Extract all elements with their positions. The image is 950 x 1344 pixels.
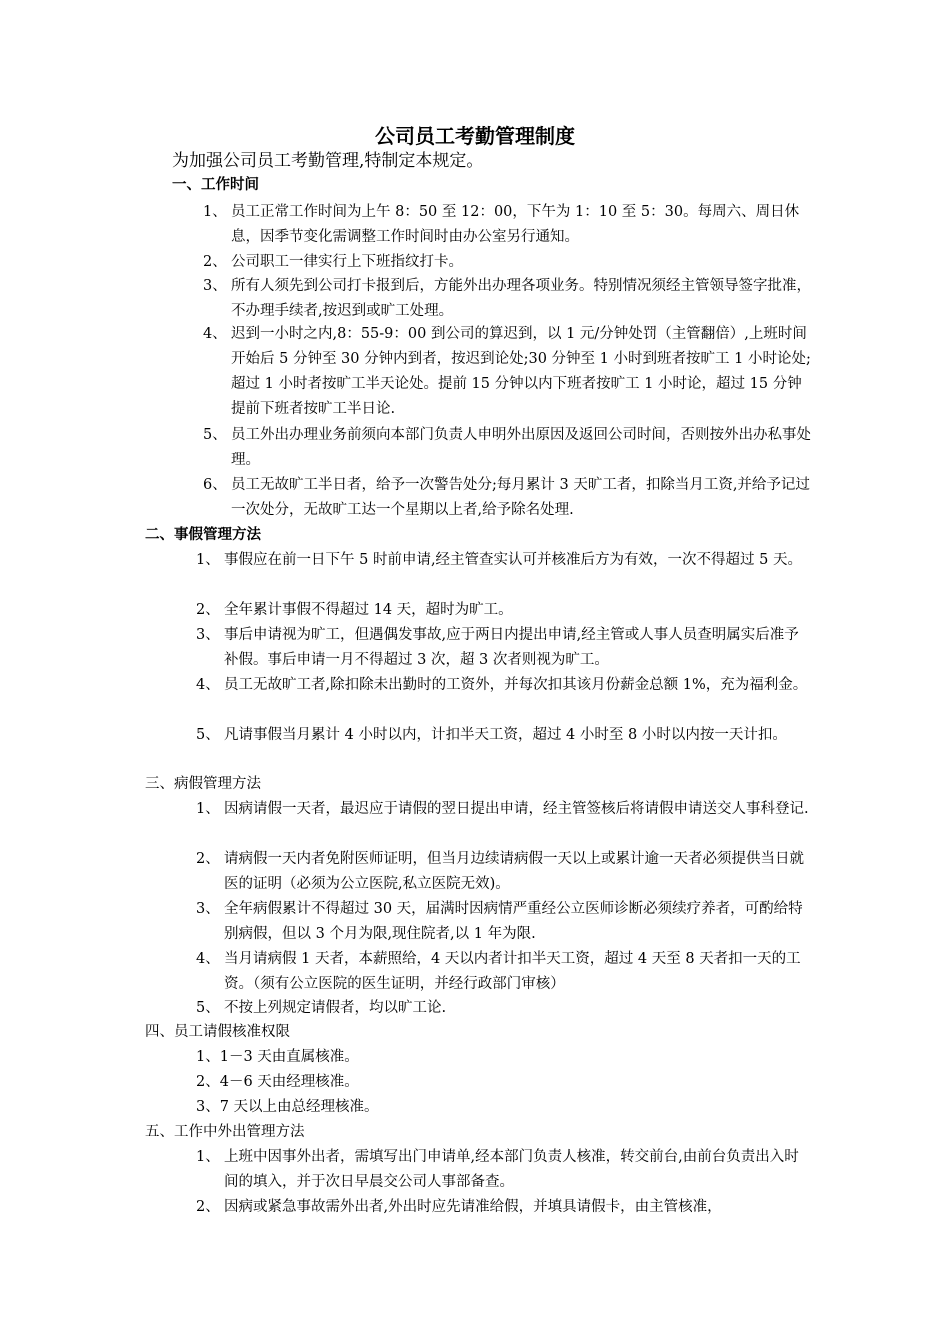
list-item-number: 2、 [196, 851, 220, 867]
list-item-text: 因病请假一天者，最迟应于请假的翌日提出申请，经主管签核后将请假申请送交人事科登记. [224, 801, 809, 817]
list-item: 3、7 天以上由总经理核准。 [196, 1099, 379, 1115]
list-item-number: 3、 [196, 627, 220, 643]
section-heading-personal-leave: 二、事假管理方法 [145, 527, 261, 543]
list-item-text: 上班中因事外出者，需填写出门申请单,经本部门负责人核准，转交前台,由前台负责出入时间的填入，并于次日早晨交公司人事部备查。 [224, 1149, 799, 1190]
list-item-text: 凡请事假当月累计 4 小时以内，计扣半天工资，超过 4 小时至 8 小时以内按一天计扣。 [224, 727, 787, 743]
list-item-text: 公司职工一律实行上下班指纹打卡。 [231, 254, 463, 270]
list-item-text: 所有人须先到公司打卡报到后，方能外出办理各项业务。特别情况须经主管领导签字批准，不办理手续者,按迟到或旷工处理。 [231, 278, 811, 319]
list-item-number: 2、 [203, 254, 227, 270]
list-item-text: 请病假一天内者免附医师证明，但当月边续请病假一天以上或累计逾一天者必须提供当日就医的证明（必须为公立医院,私立医院无效)。 [224, 851, 804, 892]
list-item-text: 全年累计事假不得超过 14 天，超时为旷工。 [224, 602, 513, 618]
list-item-text: 全年病假累计不得超过 30 天，届满时因病情严重经公立医师诊断必须续疗养者，可酌给特别病假，但以 3 个月为限,现住院者,以 1 年为限. [224, 901, 803, 942]
list-item-text: 不按上列规定请假者，均以旷工论. [224, 1000, 447, 1016]
list-item-number: 2、 [196, 602, 220, 618]
document-title: 公司员工考勤管理制度 [375, 124, 575, 148]
list-item-text: 员工无故旷工者,除扣除未出勤时的工资外，并每次扣其该月份薪金总额 1%，充为福利金。 [224, 677, 808, 693]
list-item-number: 3、 [196, 901, 220, 917]
list-item-number: 3、 [203, 278, 227, 294]
list-item-number: 6、 [203, 477, 227, 493]
list-item-number: 1、 [196, 1149, 220, 1165]
section-heading-work-hours: 一、工作时间 [172, 177, 259, 193]
list-item-number: 4、 [203, 326, 227, 342]
list-item-number: 4、 [196, 677, 220, 693]
list-item-number: 5、 [203, 427, 227, 443]
list-item-text: 当月请病假 1 天者，本薪照给，4 天以内者计扣半天工资，超过 4 天至 8 天者扣一天的工资。（须有公立医院的医生证明，并经行政部门审核） [224, 951, 801, 992]
list-item-number: 1、 [203, 204, 227, 220]
list-item-text: 事假应在前一日下午 5 时前申请,经主管查实认可并核准后方为有效，一次不得超过 5 天。 [224, 552, 802, 568]
list-item: 1、1－3 天由直属核准。 [196, 1049, 359, 1065]
intro-paragraph: 为加强公司员工考勤管理,特制定本规定。 [172, 151, 484, 171]
list-item-number: 5、 [196, 1000, 220, 1016]
list-item-text: 事后申请视为旷工，但遇偶发事故,应于两日内提出申请,经主管或人事人员查明属实后准予补假。事后申请一月不得超过 3 次，超 3 次者则视为旷工。 [224, 627, 799, 668]
list-item-number: 4、 [196, 951, 220, 967]
list-item-text: 员工无故旷工半日者，给予一次警告处分;每月累计 3 天旷工者，扣除当月工资,并给予记过一次处分，无故旷工达一个星期以上者,给予除名处理. [231, 477, 810, 518]
list-item-number: 2、 [196, 1199, 220, 1215]
section-heading-sick-leave: 三、病假管理方法 [145, 776, 261, 792]
list-item-text: 迟到一小时之内,8：55-9：00 到公司的算迟到，以 1 元/分钟处罚（主管翻倍）,上班时间开始后 5 分钟至 30 分钟内到者，按迟到论处;30 分钟至 1 小时到班者按旷工 1 小时论处;超过 1 小时者按旷工半天论处。提前 15 分钟以内下班者按旷工 1 小时论，超过 15 分钟提前下班者按旷工半日论. [231, 326, 811, 417]
list-item-text: 员工正常工作时间为上午 8：50 至 12：00，下午为 1：10 至 5：30。每周六、周日休息，因季节变化需调整工作时间时由办公室另行通知。 [231, 204, 800, 245]
list-item-number: 5、 [196, 727, 220, 743]
list-item: 2、4－6 天由经理核准。 [196, 1074, 359, 1090]
list-item-text: 员工外出办理业务前须向本部门负责人申明外出原因及返回公司时间，否则按外出办私事处理。 [231, 427, 811, 468]
list-item-text: 因病或紧急事故需外出者,外出时应先请准给假，并填具请假卡，由主管核准， [224, 1199, 722, 1215]
section-heading-approval-authority: 四、员工请假核准权限 [145, 1024, 290, 1040]
section-heading-going-out: 五、工作中外出管理方法 [145, 1124, 305, 1140]
list-item-number: 1、 [196, 801, 220, 817]
list-item-number: 1、 [196, 552, 220, 568]
